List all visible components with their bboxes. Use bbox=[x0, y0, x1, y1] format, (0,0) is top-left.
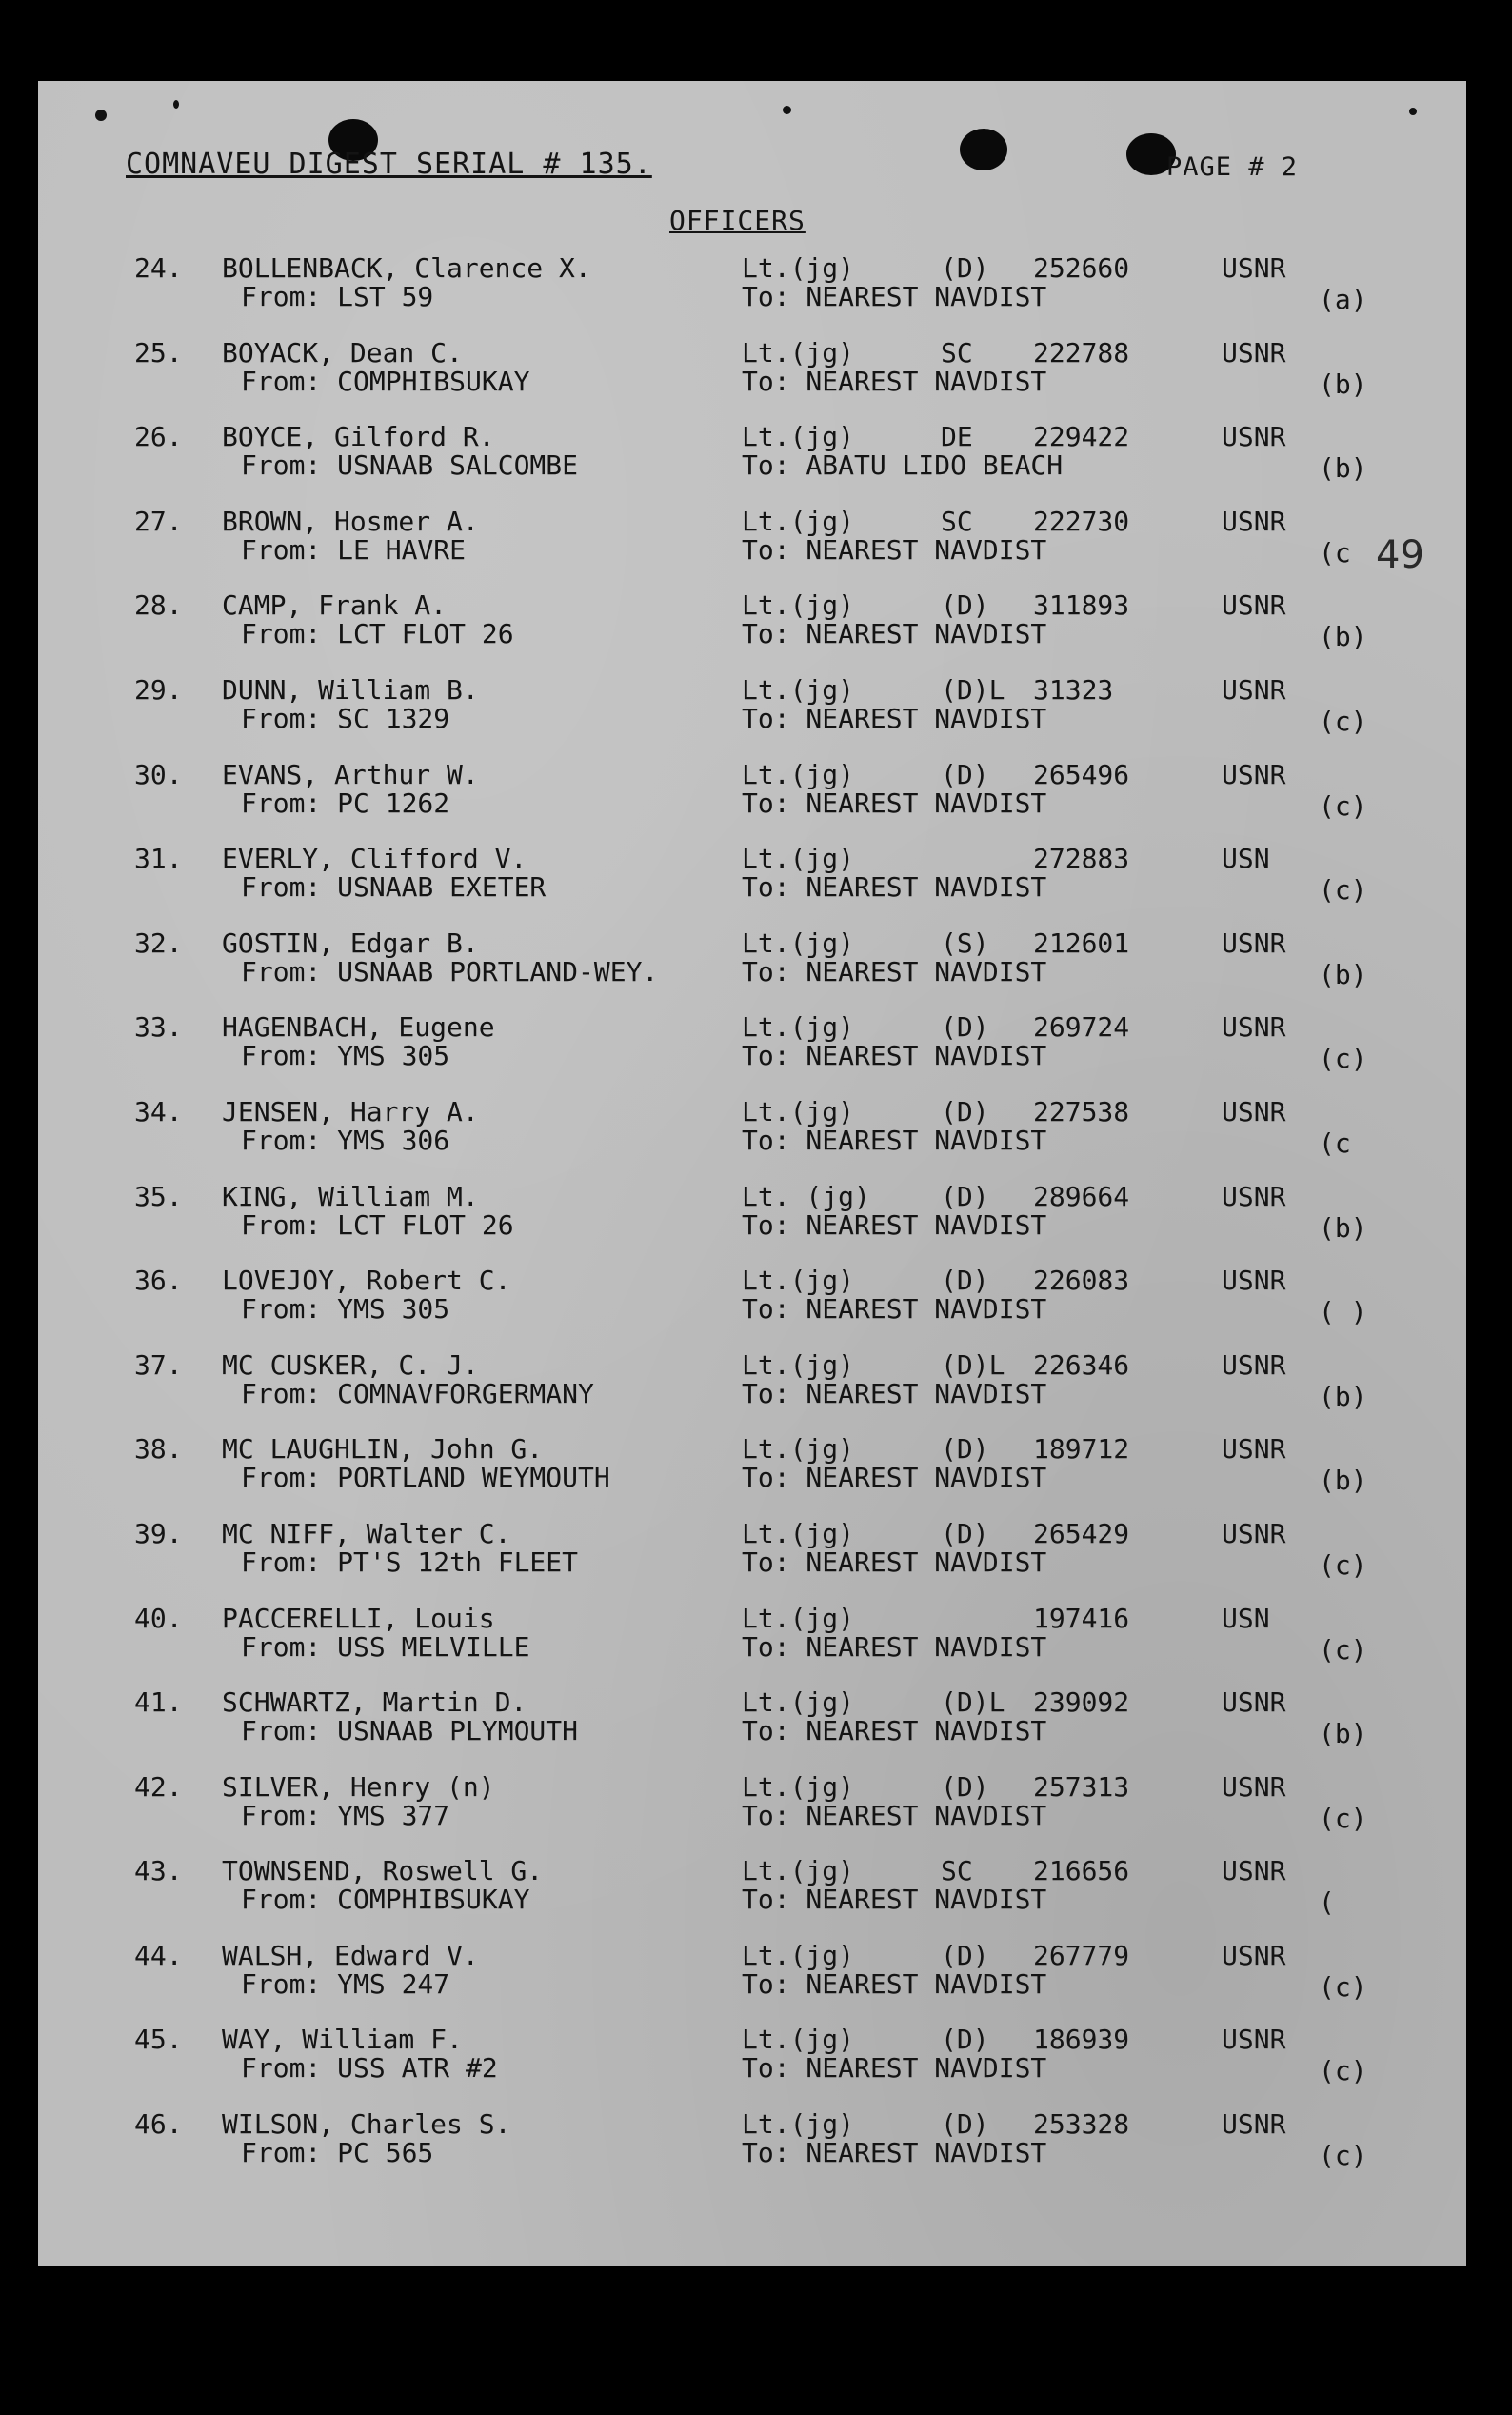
list-item bbox=[38, 1267, 1466, 1351]
serial-number: 265496 bbox=[1033, 758, 1130, 790]
document-page bbox=[38, 81, 1466, 2266]
rank: Lt.(jg) bbox=[742, 1433, 855, 1466]
from-station: From: LCT FLOT 26 bbox=[241, 618, 514, 650]
officer-name: WILSON, Charles S. bbox=[222, 2108, 511, 2141]
note-code: (b) bbox=[1319, 368, 1367, 400]
designator: (D) bbox=[941, 1095, 989, 1128]
entry-number: 30. bbox=[134, 758, 183, 790]
note-code: ( bbox=[1319, 1886, 1335, 1919]
to-destination: To: NEAREST NAVDIST bbox=[742, 1293, 1047, 1326]
designator: (D) bbox=[941, 1770, 989, 1803]
service-branch: USNR bbox=[1222, 1517, 1286, 1549]
service-branch: USNR bbox=[1222, 1687, 1286, 1719]
service-branch: USNR bbox=[1222, 421, 1286, 453]
officer-name: BOYCE, Gilford R. bbox=[222, 421, 495, 453]
entry-number: 39. bbox=[134, 1517, 183, 1549]
serial-number: 226083 bbox=[1033, 1265, 1130, 1297]
to-destination: To: NEAREST NAVDIST bbox=[742, 787, 1047, 819]
entry-number: 44. bbox=[134, 1939, 183, 1971]
note-code: (c) bbox=[1319, 1548, 1367, 1581]
entry-number: 42. bbox=[134, 1770, 183, 1803]
entry-number: 24. bbox=[134, 252, 183, 284]
note-code: (a) bbox=[1319, 284, 1367, 315]
list-item bbox=[38, 673, 1466, 761]
service-branch: USNR bbox=[1222, 1855, 1286, 1887]
entry-number: 25. bbox=[134, 336, 183, 369]
rank: Lt.(jg) bbox=[742, 1265, 855, 1297]
officer-name: PACCERELLI, Louis bbox=[222, 1602, 495, 1634]
rank: Lt.(jg) bbox=[742, 1855, 855, 1887]
serial-number: 222788 bbox=[1033, 336, 1130, 369]
ink-speck bbox=[1409, 108, 1417, 115]
designator: (D) bbox=[941, 252, 989, 284]
entry-number: 34. bbox=[134, 1095, 183, 1128]
handwritten-page-number: 49 bbox=[1376, 533, 1424, 577]
note-code: (b) bbox=[1319, 621, 1367, 653]
note-code: (c bbox=[1319, 1127, 1351, 1159]
entry-number: 37. bbox=[134, 1348, 183, 1381]
to-destination: To: NEAREST NAVDIST bbox=[742, 2137, 1047, 2169]
officer-name: CAMP, Frank A. bbox=[222, 589, 448, 622]
entry-number: 29. bbox=[134, 673, 183, 706]
note-code: (c) bbox=[1319, 1802, 1367, 1834]
serial-number: 252660 bbox=[1033, 252, 1130, 284]
note-code: (b) bbox=[1319, 1380, 1367, 1412]
officer-name: HAGENBACH, Eugene bbox=[222, 1011, 495, 1044]
rank: Lt.(jg) bbox=[742, 1095, 855, 1128]
rank: Lt.(jg) bbox=[742, 1939, 855, 1971]
serial-number: 265429 bbox=[1033, 1517, 1130, 1549]
service-branch: USN bbox=[1222, 1602, 1270, 1634]
to-destination: To: NEAREST NAVDIST bbox=[742, 281, 1047, 312]
to-destination: To: NEAREST NAVDIST bbox=[742, 1799, 1047, 1831]
list-item bbox=[38, 1180, 1466, 1267]
note-code: (b) bbox=[1319, 1718, 1367, 1750]
from-station: From: YMS 306 bbox=[241, 1124, 450, 1156]
note-code: (b) bbox=[1319, 452, 1367, 485]
note-code: ( ) bbox=[1319, 1296, 1367, 1328]
officer-name: BOLLENBACK, Clarence X. bbox=[222, 252, 591, 284]
from-station: From: LCT FLOT 26 bbox=[241, 1208, 514, 1241]
list-item bbox=[38, 1688, 1466, 1773]
entry-number: 40. bbox=[134, 1602, 183, 1634]
designator: (D) bbox=[941, 2108, 989, 2141]
rank: Lt.(jg) bbox=[742, 421, 855, 453]
rank: Lt.(jg) bbox=[742, 589, 855, 622]
from-station: From: PORTLAND WEYMOUTH bbox=[241, 1462, 610, 1494]
to-destination: To: NEAREST NAVDIST bbox=[742, 1546, 1047, 1578]
to-destination: To: NEAREST NAVDIST bbox=[742, 702, 1047, 734]
note-code: (b) bbox=[1319, 958, 1367, 990]
to-destination: To: NEAREST NAVDIST bbox=[742, 955, 1047, 988]
rank: Lt.(jg) bbox=[742, 2024, 855, 2056]
section-title: OFFICERS bbox=[669, 205, 806, 236]
rank: Lt.(jg) bbox=[742, 252, 855, 284]
service-branch: USN bbox=[1222, 843, 1270, 875]
service-branch: USNR bbox=[1222, 1770, 1286, 1803]
designator: SC bbox=[941, 505, 973, 537]
serial-number: 212601 bbox=[1033, 927, 1130, 959]
list-item bbox=[38, 845, 1466, 929]
note-code: (c) bbox=[1319, 2055, 1367, 2087]
to-destination: To: NEAREST NAVDIST bbox=[742, 1967, 1047, 2000]
service-branch: USNR bbox=[1222, 589, 1286, 622]
list-item bbox=[38, 1517, 1466, 1605]
list-item bbox=[38, 1939, 1466, 2026]
serial-number: 216656 bbox=[1033, 1855, 1130, 1887]
from-station: From: PC 565 bbox=[241, 2137, 434, 2169]
note-code: (c) bbox=[1319, 789, 1367, 822]
list-item bbox=[38, 505, 1466, 592]
list-item bbox=[38, 254, 1466, 339]
to-destination: To: NEAREST NAVDIST bbox=[742, 533, 1047, 566]
from-station: From: YMS 247 bbox=[241, 1967, 450, 2000]
to-destination: To: NEAREST NAVDIST bbox=[742, 1630, 1047, 1663]
officer-name: LOVEJOY, Robert C. bbox=[222, 1265, 511, 1297]
officer-name: GOSTIN, Edgar B. bbox=[222, 927, 479, 959]
note-code: (c bbox=[1319, 536, 1351, 569]
entry-number: 43. bbox=[134, 1855, 183, 1887]
officer-name: BOYACK, Dean C. bbox=[222, 336, 463, 369]
entry-number: 33. bbox=[134, 1011, 183, 1044]
note-code: (c) bbox=[1319, 1043, 1367, 1075]
service-branch: USNR bbox=[1222, 2108, 1286, 2141]
officer-list bbox=[38, 254, 1466, 2195]
service-branch: USNR bbox=[1222, 252, 1286, 284]
from-station: From: PT'S 12th FLEET bbox=[241, 1546, 579, 1578]
to-destination: To: NEAREST NAVDIST bbox=[742, 365, 1047, 397]
note-code: (b) bbox=[1319, 1465, 1367, 1497]
ink-speck bbox=[783, 106, 791, 114]
rank: Lt.(jg) bbox=[742, 927, 855, 959]
rank: Lt.(jg) bbox=[742, 505, 855, 537]
list-item bbox=[38, 1770, 1466, 1858]
from-station: From: LE HAVRE bbox=[241, 533, 467, 566]
to-destination: To: NEAREST NAVDIST bbox=[742, 1208, 1047, 1241]
header-serial: COMNAVEU DIGEST SERIAL # 135. bbox=[126, 148, 652, 181]
to-destination: To: NEAREST NAVDIST bbox=[742, 1884, 1047, 1916]
service-branch: USNR bbox=[1222, 927, 1286, 959]
officer-name: MC CUSKER, C. J. bbox=[222, 1348, 479, 1381]
serial-number: 289664 bbox=[1033, 1180, 1130, 1212]
note-code: (c) bbox=[1319, 2140, 1367, 2172]
designator: (D) bbox=[941, 758, 989, 790]
designator: (D) bbox=[941, 1265, 989, 1297]
serial-number: 189712 bbox=[1033, 1433, 1130, 1466]
list-item bbox=[38, 1602, 1466, 1689]
serial-number: 186939 bbox=[1033, 2024, 1130, 2056]
rank: Lt.(jg) bbox=[742, 1687, 855, 1719]
rank: Lt.(jg) bbox=[742, 843, 855, 875]
designator: (S) bbox=[941, 927, 989, 959]
designator: SC bbox=[941, 1855, 973, 1887]
from-station: From: COMNAVFORGERMANY bbox=[241, 1377, 594, 1409]
rank: Lt.(jg) bbox=[742, 1517, 855, 1549]
to-destination: To: ABATU LIDO BEACH bbox=[742, 449, 1064, 482]
rank: Lt.(jg) bbox=[742, 1011, 855, 1044]
to-destination: To: NEAREST NAVDIST bbox=[742, 871, 1047, 904]
designator: (D)L bbox=[941, 673, 1005, 706]
serial-number: 253328 bbox=[1033, 2108, 1130, 2141]
officer-name: DUNN, William B. bbox=[222, 673, 479, 706]
from-station: From: YMS 305 bbox=[241, 1293, 450, 1326]
serial-number: 229422 bbox=[1033, 421, 1130, 453]
designator: (D) bbox=[941, 2024, 989, 2056]
designator: DE bbox=[941, 421, 973, 453]
service-branch: USNR bbox=[1222, 1433, 1286, 1466]
list-item bbox=[38, 2026, 1466, 2110]
rank: Lt.(jg) bbox=[742, 1770, 855, 1803]
entry-number: 28. bbox=[134, 589, 183, 622]
entry-number: 35. bbox=[134, 1180, 183, 1212]
entry-number: 32. bbox=[134, 927, 183, 959]
serial-number: 197416 bbox=[1033, 1602, 1130, 1634]
entry-number: 31. bbox=[134, 843, 183, 875]
officer-name: BROWN, Hosmer A. bbox=[222, 505, 479, 537]
rank: Lt. (jg) bbox=[742, 1180, 870, 1212]
to-destination: To: NEAREST NAVDIST bbox=[742, 2052, 1047, 2085]
officer-name: KING, William M. bbox=[222, 1180, 479, 1212]
serial-number: 311893 bbox=[1033, 589, 1130, 622]
service-branch: USNR bbox=[1222, 505, 1286, 537]
designator: (D) bbox=[941, 1011, 989, 1044]
from-station: From: USNAAB SALCOMBE bbox=[241, 449, 579, 482]
to-destination: To: NEAREST NAVDIST bbox=[742, 1124, 1047, 1156]
punch-hole-middle bbox=[960, 129, 1007, 170]
designator: (D) bbox=[941, 1180, 989, 1212]
serial-number: 267779 bbox=[1033, 1939, 1130, 1971]
note-code: (c) bbox=[1319, 1970, 1367, 2003]
list-item bbox=[38, 1435, 1466, 1520]
list-item bbox=[38, 758, 1466, 846]
from-station: From: YMS 377 bbox=[241, 1799, 450, 1831]
to-destination: To: NEAREST NAVDIST bbox=[742, 1377, 1047, 1409]
officer-name: MC LAUGHLIN, John G. bbox=[222, 1433, 544, 1466]
officer-name: WAY, William F. bbox=[222, 2024, 463, 2056]
rank: Lt.(jg) bbox=[742, 758, 855, 790]
header-page-number: PAGE # 2 bbox=[1166, 152, 1299, 182]
rank: Lt.(jg) bbox=[742, 1348, 855, 1381]
officer-name: EVANS, Arthur W. bbox=[222, 758, 479, 790]
serial-number: 31323 bbox=[1033, 673, 1114, 706]
officer-name: EVERLY, Clifford V. bbox=[222, 843, 527, 875]
service-branch: USNR bbox=[1222, 1265, 1286, 1297]
entry-number: 26. bbox=[134, 421, 183, 453]
service-branch: USNR bbox=[1222, 1939, 1286, 1971]
officer-name: SCHWARTZ, Martin D. bbox=[222, 1687, 527, 1719]
from-station: From: USS ATR #2 bbox=[241, 2052, 498, 2085]
rank: Lt.(jg) bbox=[742, 673, 855, 706]
list-item bbox=[38, 1095, 1466, 1183]
designator: SC bbox=[941, 336, 973, 369]
list-item bbox=[38, 2110, 1466, 2195]
from-station: From: COMPHIBSUKAY bbox=[241, 1884, 530, 1916]
officer-name: SILVER, Henry (n) bbox=[222, 1770, 495, 1803]
list-item bbox=[38, 336, 1466, 424]
entry-number: 27. bbox=[134, 505, 183, 537]
serial-number: 226346 bbox=[1033, 1348, 1130, 1381]
rank: Lt.(jg) bbox=[742, 336, 855, 369]
from-station: From: YMS 305 bbox=[241, 1040, 450, 1072]
officer-name: WALSH, Edward V. bbox=[222, 1939, 479, 1971]
to-destination: To: NEAREST NAVDIST bbox=[742, 1040, 1047, 1072]
list-item bbox=[38, 1857, 1466, 1942]
from-station: From: PC 1262 bbox=[241, 787, 450, 819]
to-destination: To: NEAREST NAVDIST bbox=[742, 1462, 1047, 1494]
list-item bbox=[38, 423, 1466, 508]
rank: Lt.(jg) bbox=[742, 2108, 855, 2141]
list-item bbox=[38, 591, 1466, 676]
note-code: (b) bbox=[1319, 1211, 1367, 1244]
from-station: From: USNAAB PORTLAND-WEY. bbox=[241, 955, 659, 988]
to-destination: To: NEAREST NAVDIST bbox=[742, 1715, 1047, 1747]
service-branch: USNR bbox=[1222, 1011, 1286, 1044]
designator: (D) bbox=[941, 1517, 989, 1549]
serial-number: 272883 bbox=[1033, 843, 1130, 875]
designator: (D) bbox=[941, 1939, 989, 1971]
service-branch: USNR bbox=[1222, 673, 1286, 706]
serial-number: 239092 bbox=[1033, 1687, 1130, 1719]
officer-name: MC NIFF, Walter C. bbox=[222, 1517, 511, 1549]
list-item bbox=[38, 929, 1466, 1014]
ink-speck bbox=[95, 110, 107, 121]
designator: (D) bbox=[941, 1433, 989, 1466]
service-branch: USNR bbox=[1222, 2024, 1286, 2056]
note-code: (c) bbox=[1319, 1633, 1367, 1666]
from-station: From: SC 1329 bbox=[241, 702, 450, 734]
officer-name: JENSEN, Harry A. bbox=[222, 1095, 479, 1128]
from-station: From: LST 59 bbox=[241, 281, 434, 312]
serial-number: 222730 bbox=[1033, 505, 1130, 537]
designator: (D) bbox=[941, 589, 989, 622]
to-destination: To: NEAREST NAVDIST bbox=[742, 618, 1047, 650]
service-branch: USNR bbox=[1222, 1348, 1286, 1381]
note-code: (c) bbox=[1319, 705, 1367, 737]
serial-number: 269724 bbox=[1033, 1011, 1130, 1044]
entry-number: 38. bbox=[134, 1433, 183, 1466]
serial-number: 227538 bbox=[1033, 1095, 1130, 1128]
list-item bbox=[38, 1348, 1466, 1436]
list-item bbox=[38, 1013, 1466, 1098]
from-station: From: USNAAB EXETER bbox=[241, 871, 547, 904]
designator: (D)L bbox=[941, 1687, 1005, 1719]
from-station: From: USNAAB PLYMOUTH bbox=[241, 1715, 579, 1747]
from-station: From: COMPHIBSUKAY bbox=[241, 365, 530, 397]
from-station: From: USS MELVILLE bbox=[241, 1630, 530, 1663]
entry-number: 46. bbox=[134, 2108, 183, 2141]
service-branch: USNR bbox=[1222, 758, 1286, 790]
rank: Lt.(jg) bbox=[742, 1602, 855, 1634]
officer-name: TOWNSEND, Roswell G. bbox=[222, 1855, 544, 1887]
service-branch: USNR bbox=[1222, 1095, 1286, 1128]
designator: (D)L bbox=[941, 1348, 1005, 1381]
note-code: (c) bbox=[1319, 874, 1367, 907]
serial-number: 257313 bbox=[1033, 1770, 1130, 1803]
entry-number: 36. bbox=[134, 1265, 183, 1297]
entry-number: 41. bbox=[134, 1687, 183, 1719]
service-branch: USNR bbox=[1222, 336, 1286, 369]
ink-speck bbox=[173, 100, 179, 109]
entry-number: 45. bbox=[134, 2024, 183, 2056]
service-branch: USNR bbox=[1222, 1180, 1286, 1212]
